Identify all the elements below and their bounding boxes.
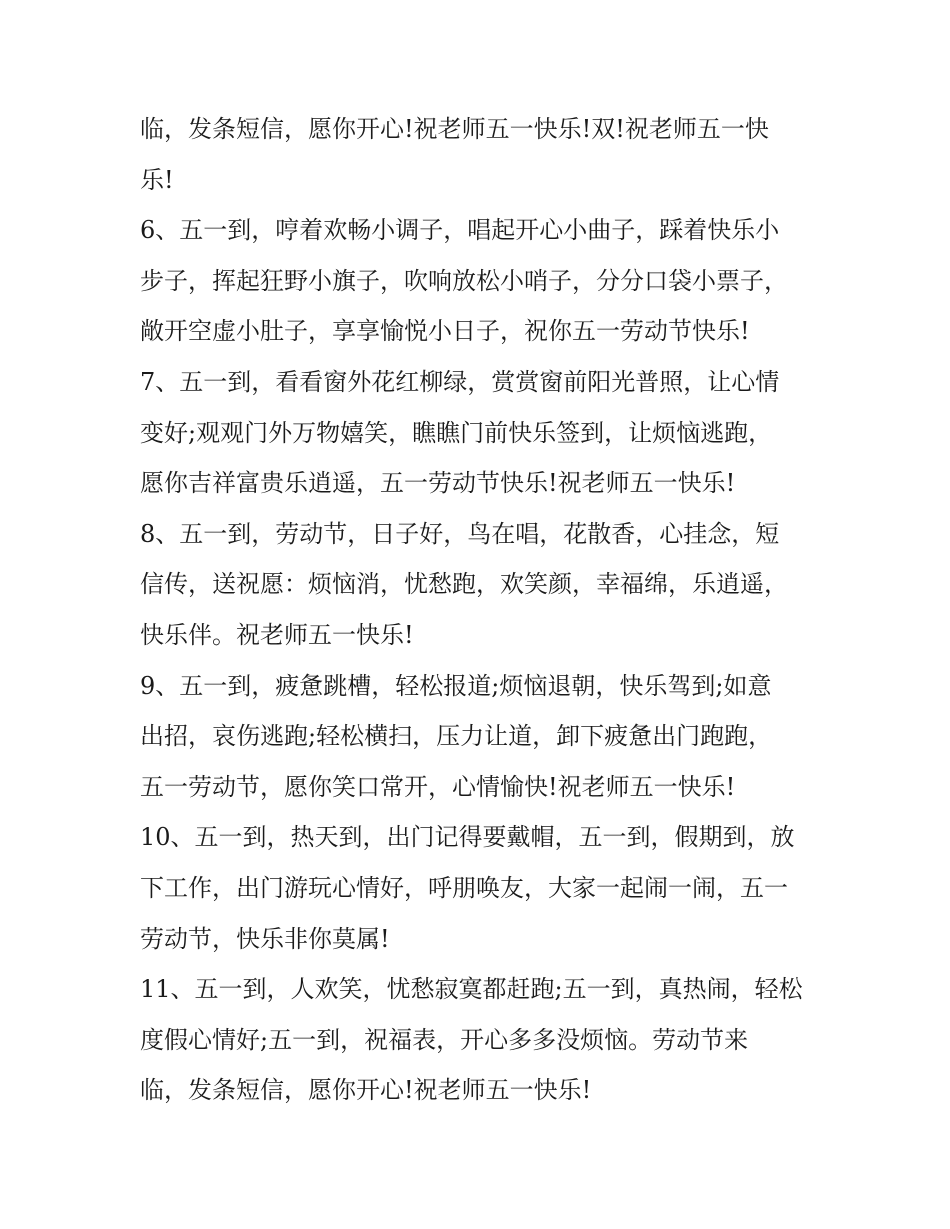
text-line: 步子，挥起狂野小旗子，吹响放松小哨子，分分口袋小票子， [140, 266, 788, 295]
text-line: 愿你吉祥富贵乐逍遥，五一劳动节快乐!祝老师五一快乐! [140, 469, 736, 498]
text-line: 8、五一到，劳动节，日子好，鸟在唱，花散香，心挂念，短 [140, 519, 780, 548]
text-line: 度假心情好;五一到，祝福表，开心多多没烦恼。劳动节来 [140, 1025, 749, 1054]
text-line: 敞开空虚小肚子，享享愉悦小日子，祝你五一劳动节快乐! [140, 317, 750, 346]
text-line: 10、五一到，热天到，出门记得要戴帽，五一到，假期到，放 [140, 823, 795, 852]
text-line: 出招，哀伤逃跑;轻松横扫，压力让道，卸下疲惫出门跑跑， [140, 722, 773, 751]
text-line: 11、五一到，人欢笑，忧愁寂寞都赶跑;五一到，真热闹，轻松 [140, 975, 803, 1004]
text-line: 临，发条短信，愿你开心!祝老师五一快乐!双!祝老师五一快 [140, 115, 769, 143]
text-line: 变好;观观门外万物嬉笑，瞧瞧门前快乐签到，让烦恼逃跑， [140, 418, 773, 447]
text-line: 快乐伴。祝老师五一快乐! [140, 620, 414, 649]
text-line: 9、五一到，疲惫跳槽，轻松报道;烦恼退朝，快乐驾到;如意 [140, 671, 772, 700]
text-line: 乐! [140, 165, 174, 194]
text-line: 6、五一到，哼着欢畅小调子，唱起开心小曲子，踩着快乐小 [140, 216, 780, 245]
text-line: 下工作，出门游玩心情好，呼朋唤友，大家一起闹一闹，五一 [140, 873, 788, 902]
text-line: 五一劳动节，愿你笑口常开，心情愉快!祝老师五一快乐! [140, 772, 736, 801]
text-line: 信传，送祝愿：烦恼消，忧愁跑，欢笑颜，幸福绵，乐逍遥， [140, 570, 788, 599]
body-text [140, 104, 820, 1116]
text-line: 临，发条短信，愿你开心!祝老师五一快乐! [140, 1076, 592, 1105]
text-line: 劳动节，快乐非你莫属! [140, 924, 390, 953]
text-line: 7、五一到，看看窗外花红柳绿，赏赏窗前阳光普照，让心情 [140, 367, 780, 396]
